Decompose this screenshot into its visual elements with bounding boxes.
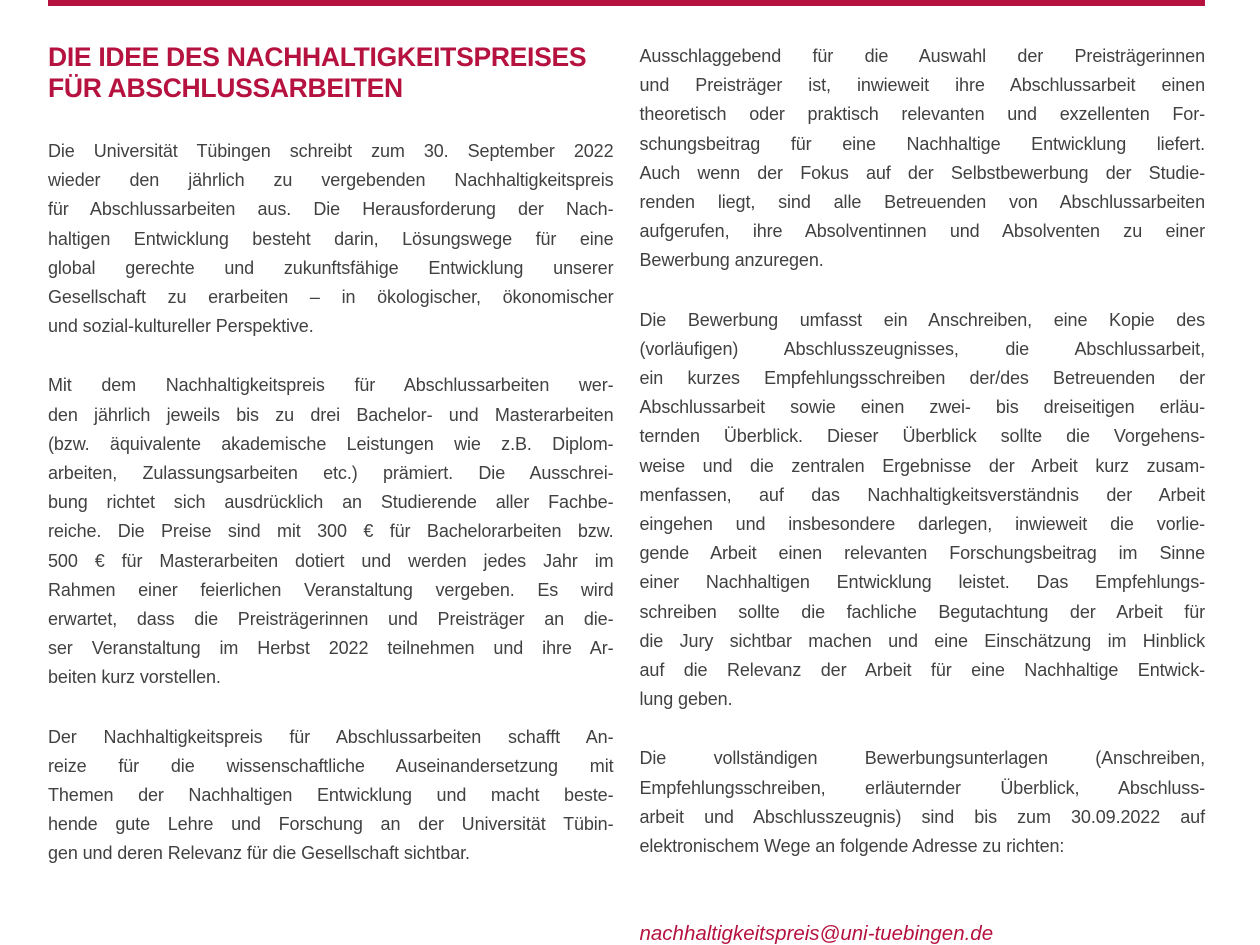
text-line: eingehen und insbesondere darlegen, inwieweit die vorlie- — [639, 514, 1205, 535]
column-left — [48, 42, 614, 945]
text-line: elektronischem Wege an folgende Adresse zu richten: — [639, 836, 1065, 857]
text-line: Mit dem Nachhaltigkeitspreis für Abschlussarbeiten wer- — [48, 375, 614, 396]
text-line: reiche. Die Preise sind mit 300 € für Bachelorarbeiten bzw. — [48, 521, 614, 542]
text-line: und sozial-kultureller Perspektive. — [48, 316, 314, 337]
text-line: arbeiten, Zulassungsarbeiten etc.) prämiert. Die Ausschrei- — [48, 463, 614, 484]
text-line: die Jury sichtbar machen und eine Einschätzung im Hinblick — [639, 630, 1205, 651]
text-line: theoretisch oder praktisch relevanten und exzellenten For- — [639, 104, 1205, 125]
text-line: Abschlussarbeit sowie einen zwei- bis dreiseitigen erläu- — [639, 397, 1205, 418]
paragraph — [48, 723, 614, 869]
text-line: lung geben. — [639, 689, 733, 710]
text-line: wieder den jährlich zu vergebenden Nachhaltigkeitspreis — [48, 170, 614, 191]
text-line: Rahmen einer feierlichen Veranstaltung vergeben. Es wird — [48, 579, 614, 600]
text-line: ternden Überblick. Dieser Überblick sollte die Vorgehens- — [639, 426, 1205, 447]
text-line: Empfehlungsschreiben, erläuternder Überblick, Abschluss- — [639, 777, 1205, 798]
paragraph — [48, 371, 614, 692]
text-line: den jährlich jeweils bis zu drei Bachelor- und Masterarbeiten — [48, 404, 614, 425]
top-accent-bar — [48, 0, 1205, 6]
text-line: gen und deren Relevanz für die Gesellschaft sichtbar. — [48, 843, 470, 864]
text-line: ein kurzes Empfehlungsschreiben der/des Betreuenden der — [639, 368, 1205, 389]
text-line: haltigen Entwicklung besteht darin, Lösungswege für eine — [48, 228, 614, 249]
left-paragraphs — [48, 137, 614, 869]
text-line: Themen der Nachhaltigen Entwicklung und macht beste- — [48, 785, 614, 806]
text-line: menfassen, auf das Nachhaltigkeitsverständnis der Arbeit — [639, 484, 1205, 505]
right-paragraphs — [640, 42, 1206, 861]
text-line: einer Nachhaltigen Entwicklung leistet. Das Empfehlungs- — [639, 572, 1205, 593]
text-line: global gerechte und zukunftsfähige Entwicklung unserer — [48, 257, 614, 278]
page-title-line-1: DIE IDEE DES NACHHALTIGKEITSPREISES — [48, 42, 587, 72]
text-line: renden liegt, sind alle Betreuenden von Abschlussarbeiten — [639, 192, 1205, 213]
text-line: ser Veranstaltung im Herbst 2022 teilnehmen und ihre Ar- — [48, 638, 614, 659]
page-title-line-2: FÜR ABSCHLUSSARBEITEN — [48, 73, 403, 103]
text-line: Der Nachhaltigkeitspreis für Abschlussarbeiten schafft An- — [48, 726, 614, 747]
text-line: weise und die zentralen Ergebnisse der Arbeit kurz zusam- — [639, 455, 1205, 476]
text-line: (vorläufigen) Abschlusszeugnisses, die Abschlussarbeit, — [639, 338, 1205, 359]
paragraph — [640, 744, 1206, 861]
column-right — [640, 42, 1206, 945]
text-line: aufgerufen, ihre Absolventinnen und Absolventen zu einer — [639, 221, 1205, 242]
paragraph — [48, 137, 614, 341]
text-line: bung richtet sich ausdrücklich an Studierende aller Fachbe- — [48, 492, 614, 513]
text-line: beiten kurz vorstellen. — [48, 667, 221, 688]
text-line: schungsbeitrag für eine Nachhaltige Entwicklung liefert. — [639, 133, 1205, 154]
text-line: Auch wenn der Fokus auf der Selbstbewerbung der Studie- — [639, 162, 1205, 183]
text-line: Die vollständigen Bewerbungsunterlagen (Anschreiben, — [639, 748, 1205, 769]
text-line: und Preisträger ist, inwieweit ihre Abschlussarbeit einen — [639, 75, 1205, 96]
text-line: erwartet, dass die Preisträgerinnen und Preisträger an die- — [48, 609, 614, 630]
text-line: Ausschlaggebend für die Auswahl der Preisträgerinnen — [639, 46, 1205, 66]
text-line: reize für die wissenschaftliche Auseinandersetzung mit — [48, 755, 614, 776]
text-line: Bewerbung anzuregen. — [639, 250, 824, 271]
text-line: auf die Relevanz der Arbeit für eine Nachhaltige Entwick- — [639, 660, 1205, 681]
paragraph — [640, 42, 1206, 276]
text-line: (bzw. äquivalente akademische Leistungen wie z.B. Diplom- — [48, 433, 614, 454]
text-line: 500 € für Masterarbeiten dotiert und werden jedes Jahr im — [48, 550, 614, 571]
text-line: Die Bewerbung umfasst ein Anschreiben, eine Kopie des — [639, 309, 1205, 330]
text-line: Gesellschaft zu erarbeiten – in ökologischer, ökonomischer — [48, 287, 614, 308]
text-line: hende gute Lehre und Forschung an der Universität Tübin- — [48, 814, 614, 835]
page-title — [48, 42, 614, 104]
text-line: Die Universität Tübingen schreibt zum 30. September 2022 — [48, 141, 614, 161]
text-line: für Abschlussarbeiten aus. Die Herausforderung der Nach- — [48, 199, 614, 220]
paragraph — [640, 306, 1206, 715]
text-line: schreiben sollte die fachliche Begutachtung der Arbeit für — [639, 601, 1205, 622]
email-link[interactable]: nachhaltigkeitspreis@uni-tuebingen.de — [639, 922, 994, 945]
text-line: arbeit und Abschlusszeugnis) sind bis zum 30.09.2022 auf — [639, 806, 1205, 827]
text-line: gende Arbeit einen relevanten Forschungsbeitrag im Sinne — [639, 543, 1205, 564]
